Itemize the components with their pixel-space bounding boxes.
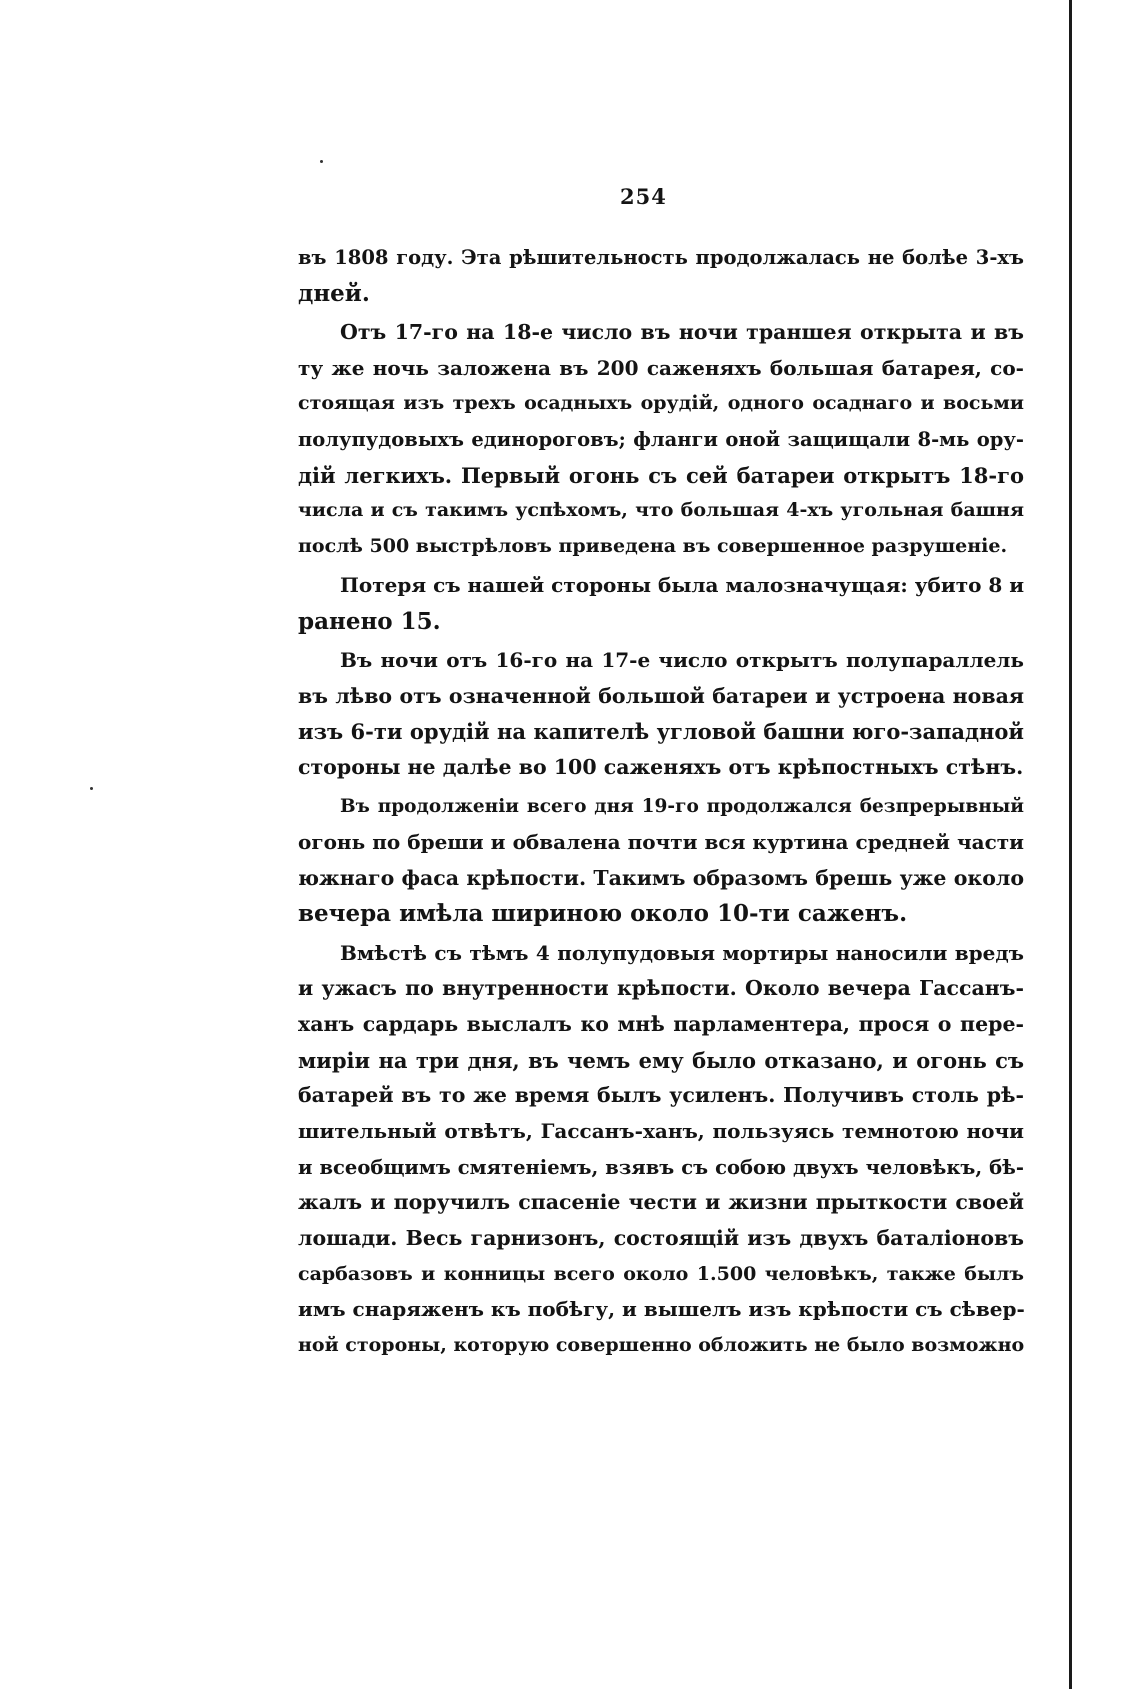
- text-line: полупудовыхъ единороговъ; фланги оной защищали 8-мь ору-: [298, 427, 1024, 451]
- text-line: Отъ 17-го на 18-е число въ ночи траншея открыта и въ: [340, 319, 1024, 344]
- text-line: сарбазовъ и конницы всего около 1.500 человѣкъ, также былъ: [298, 1262, 1024, 1285]
- paragraph: [298, 315, 1024, 565]
- text-line: въ лѣво отъ означенной большой батареи и устроена новая: [298, 683, 1024, 708]
- text-line: Вмѣстѣ съ тѣмъ 4 полупудовыя мортиры наносили вредъ: [340, 940, 1024, 965]
- paragraph: [298, 240, 1024, 311]
- text-line: ханъ сардарь выслалъ ко мнѣ парламентера, прося о пере-: [298, 1011, 1024, 1036]
- text-line: дій легкихъ. Первый огонь съ сей батареи открытъ 18-го: [298, 462, 1024, 488]
- text-line: имъ снаряженъ къ побѣгу, и вышелъ изъ крѣпости съ сѣвер-: [298, 1297, 1025, 1322]
- text-line: ранено 15.: [298, 607, 441, 635]
- page-number: 254: [620, 184, 667, 209]
- text-line: жалъ и поручилъ спасеніе чести и жизни прыткости своей: [298, 1190, 1024, 1215]
- text-line: въ 1808 году. Эта рѣшительность продолжалась не болѣе 3-хъ: [298, 246, 1024, 269]
- paragraph: [298, 789, 1024, 932]
- text-line: батарей въ то же время былъ усиленъ. Получивъ столь рѣ-: [298, 1083, 1024, 1108]
- paragraph: [298, 936, 1024, 1364]
- text-line: южнаго фаса крѣпости. Такимъ образомъ брешь уже около: [298, 865, 1024, 890]
- paragraph: [298, 568, 1024, 639]
- text-line: числа и съ такимъ успѣхомъ, что большая 4-хъ угольная башня: [298, 499, 1024, 522]
- body-text: [298, 240, 1024, 1367]
- text-line: стоящая изъ трехъ осадныхъ орудій, одного осаднаго и восьми: [298, 392, 1024, 415]
- text-line: вечера имѣла шириною около 10-ти саженъ.: [298, 900, 908, 928]
- text-line: изъ 6-ти орудій на капителѣ угловой башни юго-западной: [298, 719, 1024, 745]
- text-line: и всеобщимъ смятеніемъ, взявъ съ собою двухъ человѣкъ, бѣ-: [298, 1155, 1024, 1179]
- scan-speck: [320, 160, 323, 163]
- text-line: Потеря съ нашей стороны была малозначущая: убито 8 и: [340, 573, 1025, 598]
- text-line: послѣ 500 выстрѣловъ приведена въ совершенное разрушеніе.: [298, 535, 1008, 557]
- text-line: дней.: [298, 279, 370, 307]
- text-line: и ужасъ по внутренности крѣпости. Около вечера Гассанъ-: [298, 976, 1024, 1001]
- text-line: ной стороны, которую совершенно обложить не было возможно: [298, 1334, 1025, 1357]
- scan-speck: [90, 787, 93, 790]
- text-line: огонь по бреши и обвалена почти вся куртина средней части: [298, 830, 1024, 854]
- text-line: Въ продолженіи всего дня 19-го продолжался безпрерывный: [340, 796, 1024, 818]
- text-line: лошади. Весь гарнизонъ, состоящій изъ двухъ баталіоновъ: [298, 1226, 1024, 1251]
- text-line: стороны не далѣе во 100 саженяхъ отъ крѣпостныхъ стѣнъ.: [298, 755, 1024, 780]
- paragraph: [298, 643, 1024, 786]
- text-line: шительный отвѣтъ, Гассанъ-ханъ, пользуясь темнотою ночи: [298, 1119, 1024, 1143]
- text-line: Въ ночи отъ 16-го на 17-е число открытъ полупараллель: [340, 648, 1024, 673]
- text-line: миріи на три дня, въ чемъ ему было отказано, и огонь съ: [298, 1047, 1024, 1073]
- page-edge-line: [1069, 0, 1072, 1689]
- text-line: ту же ночь заложена въ 200 саженяхъ большая батарея, со-: [298, 355, 1024, 380]
